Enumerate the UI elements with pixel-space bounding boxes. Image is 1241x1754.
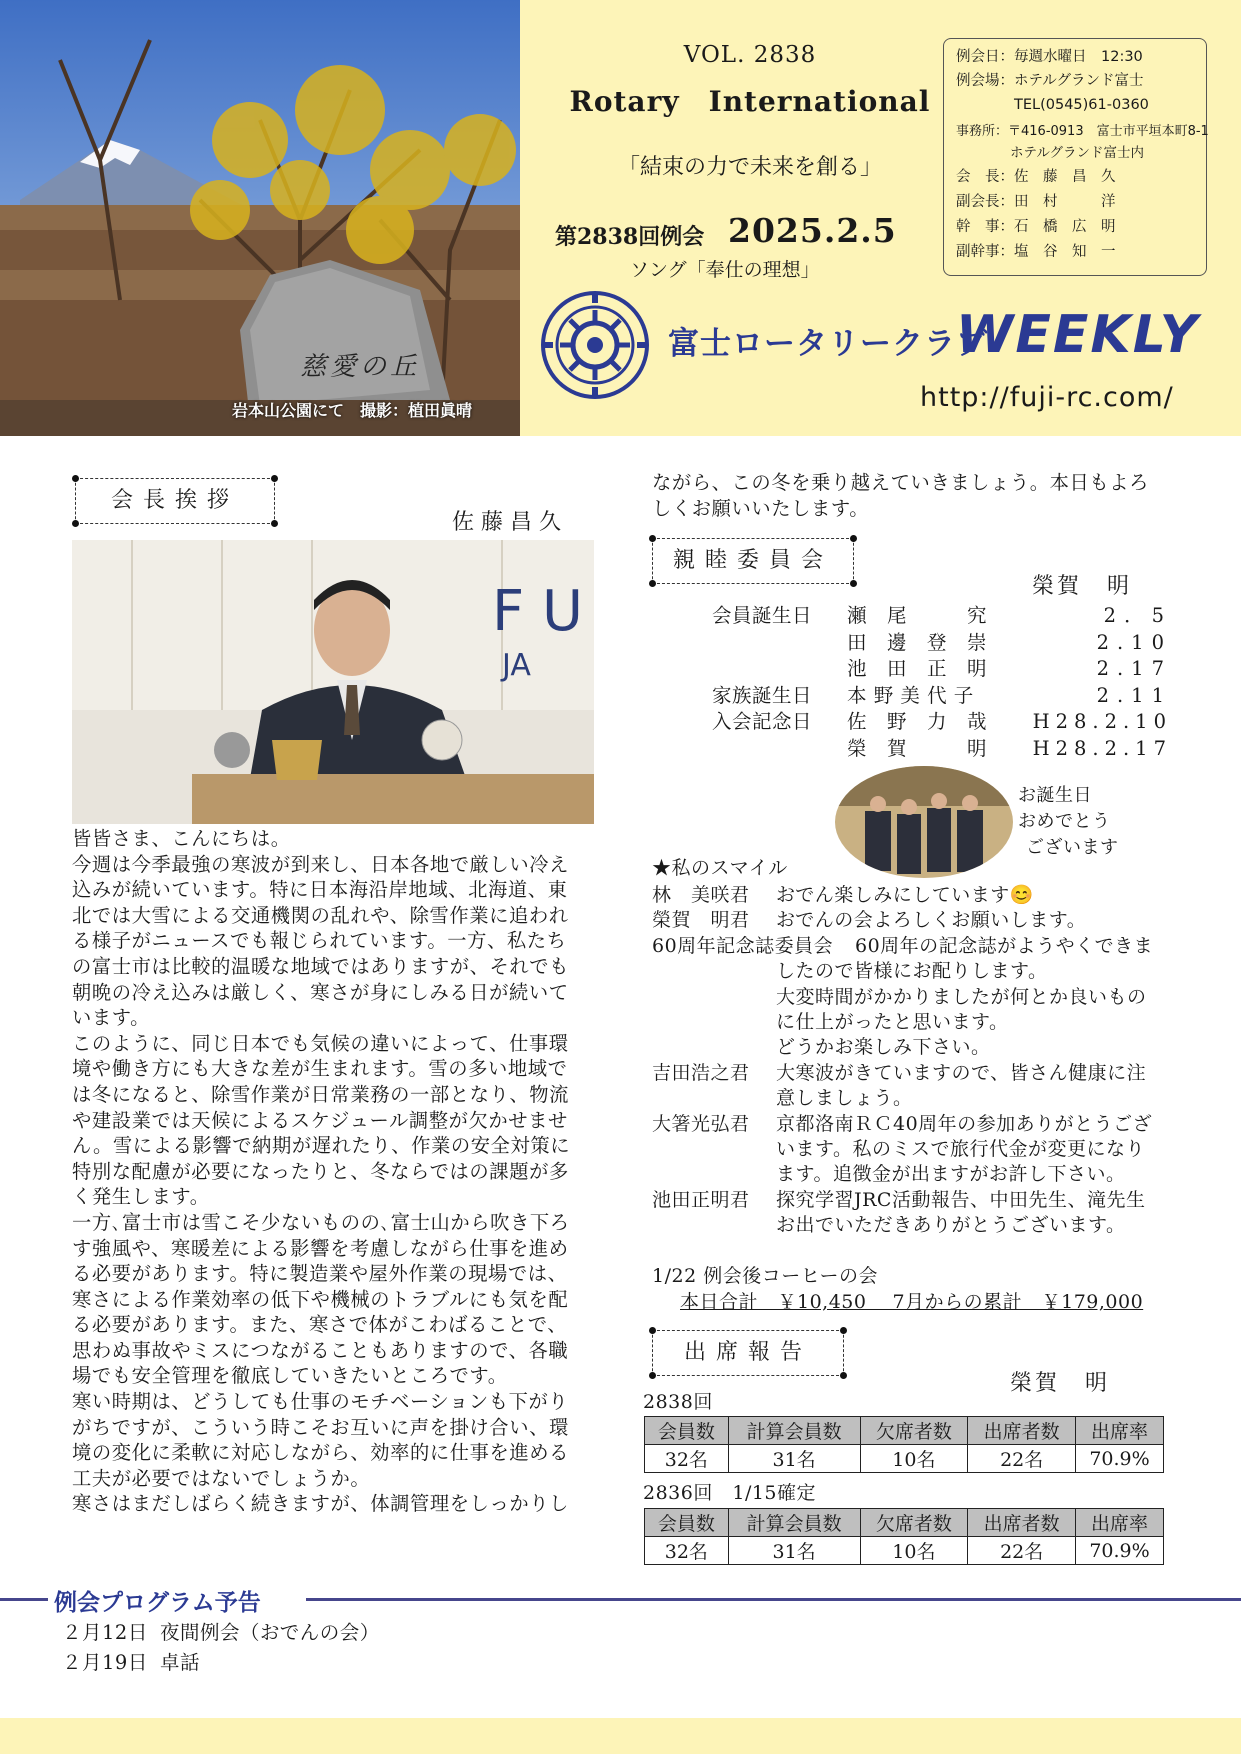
stone-inscription: 慈愛の丘 bbox=[300, 352, 421, 382]
fellowship-author: 榮賀 明 bbox=[1032, 574, 1133, 599]
greeting-line: しくお願いいたします。 bbox=[652, 496, 870, 520]
row-date: 2.11 bbox=[1096, 683, 1172, 707]
table-cell: 31名 bbox=[728, 1445, 860, 1473]
birthday-msg-line: おめでとう bbox=[1018, 811, 1111, 832]
birthday-photo bbox=[835, 766, 1013, 878]
program-heading: 例会プログラム予告 bbox=[54, 1590, 261, 1616]
smile-row bbox=[652, 1086, 1222, 1111]
greeting-line: る必要があります。また、寒さで体がこわばることで、 bbox=[72, 1313, 568, 1337]
greeting-body bbox=[72, 826, 612, 1517]
fellowship-row bbox=[712, 603, 1172, 630]
greeting-line: います。 bbox=[72, 1006, 150, 1030]
table-cell: 70.9% bbox=[1076, 1537, 1164, 1565]
footer-bar bbox=[0, 1718, 1241, 1754]
column-header: 出席者数 bbox=[968, 1509, 1076, 1537]
smile-text: お出でいただきありがとうございます。 bbox=[776, 1214, 1126, 1237]
row-label: 会員誕生日 bbox=[712, 604, 813, 627]
smile-text: 京都洛南ＲＣ40周年の参加ありがとうござ bbox=[776, 1112, 1153, 1135]
column-header: 計算会員数 bbox=[728, 1417, 860, 1445]
smile-row bbox=[652, 959, 1222, 984]
smile-row bbox=[652, 1010, 1222, 1035]
row-name: 田 邊 登 崇 bbox=[847, 630, 988, 654]
club-name: 富士ロータリークラブ bbox=[668, 326, 988, 362]
birthday-msg-line: お誕生日 bbox=[1018, 785, 1092, 806]
greeting-heading bbox=[75, 478, 275, 524]
info-line: ホテルグランド富士内 bbox=[956, 145, 1145, 161]
table-cell: 32名 bbox=[645, 1537, 729, 1565]
smile-row bbox=[652, 1035, 1222, 1060]
smile-text: したので皆様にお配りします。 bbox=[776, 960, 1048, 983]
smile-row bbox=[652, 1112, 1222, 1137]
smile-row bbox=[652, 1188, 1222, 1213]
info-line: 例会日：毎週水曜日 12:30 bbox=[956, 49, 1143, 65]
song: ソング「奉仕の理想」 bbox=[630, 259, 820, 281]
attendance-table-title: 2838回 bbox=[643, 1391, 713, 1413]
row-date: H28.2.17 bbox=[1032, 736, 1172, 760]
program-text: 卓話 bbox=[160, 1651, 201, 1674]
motto: 「結束の力で未来を創る」 bbox=[617, 155, 882, 180]
fellowship-row bbox=[712, 709, 1172, 736]
table-cell: 31名 bbox=[728, 1537, 860, 1565]
greeting-line: 寒い時期は、どうしても仕事のモチベーションも下がり bbox=[72, 1390, 569, 1414]
table-cell: 10名 bbox=[860, 1445, 968, 1473]
weekly-title: WEEKLY bbox=[956, 305, 1200, 365]
greeting-line: 工夫が必要ではないでしょうか。 bbox=[72, 1466, 371, 1490]
fellowship-row bbox=[712, 736, 1172, 763]
program-item bbox=[62, 1648, 380, 1678]
greeting-line: 一方､富士市は雪こそ少ないものの､富士山から吹き下ろ bbox=[72, 1210, 570, 1234]
smile-text: ます。追徴金が出ますがお許し下さい。 bbox=[776, 1163, 1126, 1186]
website-link[interactable]: http://fuji-rc.com/ bbox=[920, 382, 1174, 413]
program-item bbox=[62, 1618, 380, 1648]
program-list bbox=[62, 1618, 380, 1678]
greeting-line: ながら、この冬を乗り越えていきましょう。本日もよろ bbox=[652, 471, 1150, 494]
smile-total: 本日合計 ￥10,450 7月からの累計 ￥179,000 bbox=[680, 1291, 1144, 1313]
info-line: 幹 事：石 橋 広 明 bbox=[956, 219, 1116, 235]
svg-text:JA: JA bbox=[502, 648, 531, 683]
greeting-line: す強風や、寒暖差による影響を考慮しながら仕事を進め bbox=[72, 1236, 569, 1260]
attendance-heading-label: 出席報告 bbox=[683, 1340, 812, 1365]
row-date: 2.10 bbox=[1096, 630, 1172, 654]
smile-list bbox=[652, 883, 1222, 1238]
info-line: TEL(0545)61-0360 bbox=[956, 97, 1149, 113]
info-line: 副幹事：塩 谷 知 一 bbox=[956, 244, 1116, 260]
row-date: H28.2.10 bbox=[1032, 710, 1172, 734]
greeting-line: 朝晩の冷え込みは厳しく、寒さが身にしみる日が続いて bbox=[72, 980, 569, 1004]
program-rule-right bbox=[306, 1598, 1241, 1601]
rotary-logo-icon bbox=[540, 290, 650, 400]
meeting-date: 2025.2.5 bbox=[728, 211, 897, 250]
row-label: 入会記念日 bbox=[712, 710, 813, 734]
column-header: 欠席者数 bbox=[860, 1417, 968, 1445]
smile-row bbox=[652, 934, 1222, 959]
program-text: 夜間例会（おでんの会） bbox=[160, 1621, 380, 1644]
column-header: 会員数 bbox=[645, 1417, 729, 1445]
cover-photo bbox=[0, 0, 520, 436]
smile-text: おでんの会よろしくお願いします。 bbox=[776, 909, 1087, 932]
greeting-line: や建設業では天候によるスケジュール調整が欠かせませ bbox=[72, 1108, 568, 1132]
smile-who: 榮賀 明君 bbox=[652, 909, 750, 932]
table-cell: 32名 bbox=[645, 1445, 729, 1473]
program-date: ２月19日 bbox=[62, 1651, 148, 1674]
birthday-message bbox=[1018, 783, 1119, 861]
fellowship-row bbox=[712, 656, 1172, 683]
attendance-heading bbox=[652, 1330, 844, 1376]
greeting-line: 北では大雪による交通機関の乱れや、除雪作業に追われ bbox=[72, 903, 569, 927]
row-name: 瀬 尾 究 bbox=[847, 604, 988, 627]
smile-row bbox=[652, 883, 1222, 908]
info-line: 会 長：佐 藤 昌 久 bbox=[956, 169, 1116, 185]
birthday-msg-line: ございます bbox=[1026, 837, 1119, 858]
column-header: 計算会員数 bbox=[728, 1509, 860, 1537]
greeting-line: 皆皆さま、こんにちは。 bbox=[72, 827, 291, 850]
attendance-table-title: 2836回 1/15確定 bbox=[643, 1482, 817, 1504]
row-label: 家族誕生日 bbox=[712, 683, 813, 707]
table-cell: 70.9% bbox=[1076, 1445, 1164, 1473]
greeting-author: 佐藤昌久 bbox=[452, 510, 569, 535]
smile-text: 探究学習JRC活動報告、中田先生、滝先生 bbox=[776, 1188, 1146, 1211]
row-name: 榮 賀 明 bbox=[847, 736, 988, 760]
smile-who: 吉田浩之君 bbox=[652, 1061, 750, 1084]
smile-text: 意しましょう。 bbox=[776, 1087, 913, 1110]
meeting-number: 第2838回例会 bbox=[555, 224, 705, 250]
smile-row bbox=[652, 1213, 1222, 1238]
column-header: 出席者数 bbox=[968, 1417, 1076, 1445]
column-header: 欠席者数 bbox=[860, 1509, 968, 1537]
greeting-line: ん。雪による影響で納期が遅れたり、作業の安全対策に bbox=[72, 1134, 571, 1158]
greeting-line: る必要があります。特に製造業や屋外作業の現場では、 bbox=[72, 1262, 568, 1286]
photo-caption: 岩本山公園にて 撮影：植田眞晴 bbox=[232, 401, 473, 420]
organization-name: Rotary International bbox=[569, 85, 931, 118]
table-cell: 22名 bbox=[968, 1537, 1076, 1565]
attendance-table bbox=[644, 1416, 1164, 1473]
greeting-line: がちですが、こういう時こそお互いに声を掛け合い、環 bbox=[72, 1415, 569, 1439]
greeting-line: 思わぬ事故やミスにつながることもありますので、各職 bbox=[72, 1338, 569, 1362]
row-name: 池 田 正 明 bbox=[847, 657, 988, 681]
column-header: 出席率 bbox=[1076, 1417, 1164, 1445]
smile-text: 大寒波がきていますので、皆さん健康に注 bbox=[776, 1061, 1147, 1084]
table-cell: 22名 bbox=[968, 1445, 1076, 1473]
greeting-line: 込みが続いています。特に日本海沿岸地域、北海道、東 bbox=[72, 878, 568, 902]
row-name: 佐 野 力 哉 bbox=[847, 710, 988, 734]
smile-row bbox=[652, 1162, 1222, 1187]
greeting-line: る様子がニュースでも報じられています。一方、私たち bbox=[72, 929, 567, 953]
fellowship-list bbox=[712, 603, 1172, 763]
smile-row bbox=[652, 985, 1222, 1010]
greeting-line: の富士市は比較的温暖な地域ではありますが、それでも bbox=[72, 954, 570, 978]
fellowship-heading bbox=[652, 538, 854, 584]
table-cell: 10名 bbox=[860, 1537, 968, 1565]
greeting-continued bbox=[652, 470, 1212, 521]
attendance-table bbox=[644, 1508, 1164, 1565]
greeting-line: 場でも安全管理を徹底していきたいところです。 bbox=[72, 1364, 508, 1388]
smile-text: います。私のミスで旅行代金が変更になり bbox=[776, 1137, 1145, 1160]
attendance-author: 榮賀 明 bbox=[1010, 1371, 1111, 1396]
svg-text:F U: F U bbox=[492, 579, 583, 644]
program-date: ２月12日 bbox=[62, 1621, 148, 1644]
greeting-line: 寒さによる作業効率の低下や機械のトラブルにも気を配 bbox=[72, 1287, 569, 1311]
smile-who: 大箸光弘君 bbox=[652, 1112, 750, 1135]
info-line: 副会長：田 村 洋 bbox=[956, 194, 1116, 210]
greeting-line: 境や働き方にも大きな差が生まれます。雪の多い地域で bbox=[72, 1057, 568, 1081]
header bbox=[0, 0, 1241, 436]
row-date: 2.17 bbox=[1096, 657, 1172, 681]
column-header: 会員数 bbox=[645, 1509, 729, 1537]
greeting-line: く発生します。 bbox=[72, 1185, 210, 1209]
smile-text: おでん楽しみにしています😊 bbox=[776, 884, 1034, 906]
smile-text: に仕上がったと思います。 bbox=[776, 1010, 1009, 1033]
fellowship-heading-label: 親睦委員会 bbox=[672, 548, 833, 573]
smile-row bbox=[652, 1137, 1222, 1162]
coffee-note: 1/22 例会後コーヒーの会 bbox=[652, 1265, 878, 1287]
smile-who: 60周年記念誌委員会 bbox=[652, 934, 834, 957]
smile-title: ★私のスマイル bbox=[652, 857, 788, 879]
volume-number: VOL. 2838 bbox=[683, 42, 817, 68]
president-photo bbox=[72, 540, 594, 824]
fellowship-row bbox=[712, 683, 1172, 710]
greeting-line: 寒さはまだしばらく続きますが、体調管理をしっかりし bbox=[72, 1492, 570, 1516]
info-line: 例会場：ホテルグランド富士 bbox=[956, 73, 1144, 89]
smile-who: 池田正明君 bbox=[652, 1188, 750, 1211]
smile-row bbox=[652, 1061, 1222, 1086]
info-line: 事務所：〒416-0913 富士市平垣本町8-1 bbox=[956, 124, 1209, 139]
program-rule-left bbox=[0, 1598, 48, 1601]
row-date: 2．5 bbox=[1103, 604, 1172, 627]
club-info-box bbox=[943, 38, 1207, 276]
greeting-line: 特別な配慮が必要になったりと、冬ならではの課題が多 bbox=[72, 1159, 569, 1183]
greeting-heading-label: 会長挨拶 bbox=[110, 488, 239, 513]
smile-who: 林 美咲君 bbox=[652, 884, 750, 906]
greeting-line: このように、同じ日本でも気候の違いによって、仕事環 bbox=[72, 1031, 569, 1055]
greeting-line: 今週は今季最強の寒波が到来し、日本各地で厳しい冷え bbox=[72, 852, 570, 876]
fellowship-row bbox=[712, 630, 1172, 657]
smile-text: 大変時間がかかりましたが何とか良いもの bbox=[776, 985, 1147, 1008]
greeting-line: 境の変化に柔軟に対応しながら、効率的に仕事を進める bbox=[72, 1441, 570, 1465]
smile-row bbox=[652, 908, 1222, 933]
column-header: 出席率 bbox=[1076, 1509, 1164, 1537]
row-name: 本 野 美 代 子 bbox=[847, 683, 974, 707]
smile-text: どうかお楽しみ下さい。 bbox=[776, 1036, 991, 1059]
greeting-line: は冬になると、除雪作業が日常業務の一部となり、物流 bbox=[72, 1082, 570, 1106]
smile-text: 60周年の記念誌がようやくできま bbox=[855, 934, 1154, 957]
